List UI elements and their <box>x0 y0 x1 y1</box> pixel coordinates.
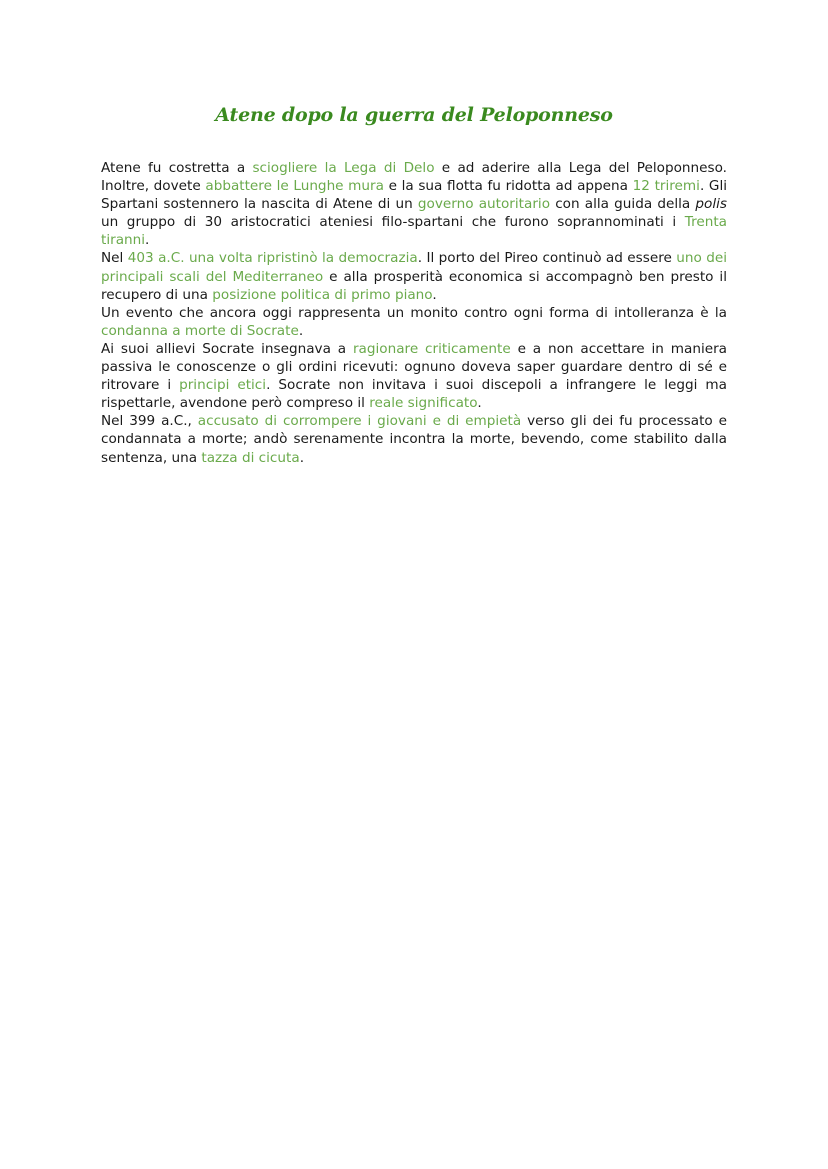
text-segment: . <box>432 286 437 303</box>
highlighted-text: 12 triremi <box>632 178 700 195</box>
text-segment: . Socrate non invitava i suoi discepoli a infrangere le leggi ma rispettarle, avendone però compreso il <box>101 377 728 412</box>
text-segment: e a non accettare in maniera passiva le conoscenze o gli ordini ricevuti: ognuno doveva saper guardare dentro di sé e ritrovare i <box>101 340 727 394</box>
paragraph <box>101 412 727 466</box>
highlighted-text: principi etici <box>179 377 267 394</box>
text-segment: un gruppo di 30 aristocratici ateniesi filo-spartani che furono soprannominati i <box>101 214 685 231</box>
highlighted-text: governo autoritario <box>417 196 551 213</box>
highlighted-text: reale significato <box>369 395 478 412</box>
highlighted-text: Trenta tiranni <box>101 214 727 249</box>
text-segment: . <box>145 232 150 249</box>
text-segment: e la sua flotta fu ridotta ad appena <box>383 178 633 195</box>
highlighted-text: accusato di corrompere i giovani e di empietà <box>197 413 522 430</box>
page-title: Atene dopo la guerra del Peloponneso <box>215 104 613 126</box>
highlighted-text: tazza di cicuta <box>201 449 300 466</box>
highlighted-text: ragionare criticamente <box>352 340 511 357</box>
highlighted-text: 403 a.C. una volta ripristinò la democrazia <box>127 250 418 267</box>
text-segment: . <box>298 322 304 339</box>
paragraph <box>101 159 727 249</box>
text-segment: . <box>299 449 305 466</box>
paragraph <box>101 249 727 303</box>
text-segment: e ad aderire alla Lega del Peloponneso. Inoltre, dovete <box>101 160 727 195</box>
text-segment: . <box>477 395 482 412</box>
text-segment: Un evento che ancora oggi rappresenta un monito contro ogni forma di intolleranza è la <box>101 304 727 321</box>
highlighted-text: sciogliere la Lega di Delo <box>252 160 435 176</box>
highlighted-text: abbattere le Lunghe mura <box>205 178 384 195</box>
highlighted-text: condanna a morte di Socrate <box>101 322 299 339</box>
text-segment: . Il porto del Pireo continuò ad essere <box>417 250 677 267</box>
text-segment: con alla guida della <box>550 196 696 213</box>
highlighted-text: uno dei principali scali del Mediterraneo <box>101 250 727 285</box>
text-segment: Nel 399 a.C., <box>101 413 198 430</box>
text-segment: verso gli dei fu processato e condannata a morte; andò serenamente incontra la morte, bevendo, come stabilito dalla sentenza, una <box>101 413 727 466</box>
text-segment: Ai suoi allievi Socrate insegnava a <box>101 340 353 357</box>
paragraph <box>101 340 727 412</box>
text-segment: Atene fu costretta a <box>101 160 253 176</box>
highlighted-text: posizione politica di primo piano <box>212 286 433 303</box>
text-segment: Nel <box>101 250 128 267</box>
italic-text: polis <box>695 196 727 213</box>
paragraph <box>101 304 727 340</box>
text-segment: . Gli Spartani sostennero la nascita di Atene di un <box>101 178 727 213</box>
text-segment: e alla prosperità economica si accompagnò ben presto il recupero di una <box>101 268 727 303</box>
body-text <box>101 159 727 467</box>
